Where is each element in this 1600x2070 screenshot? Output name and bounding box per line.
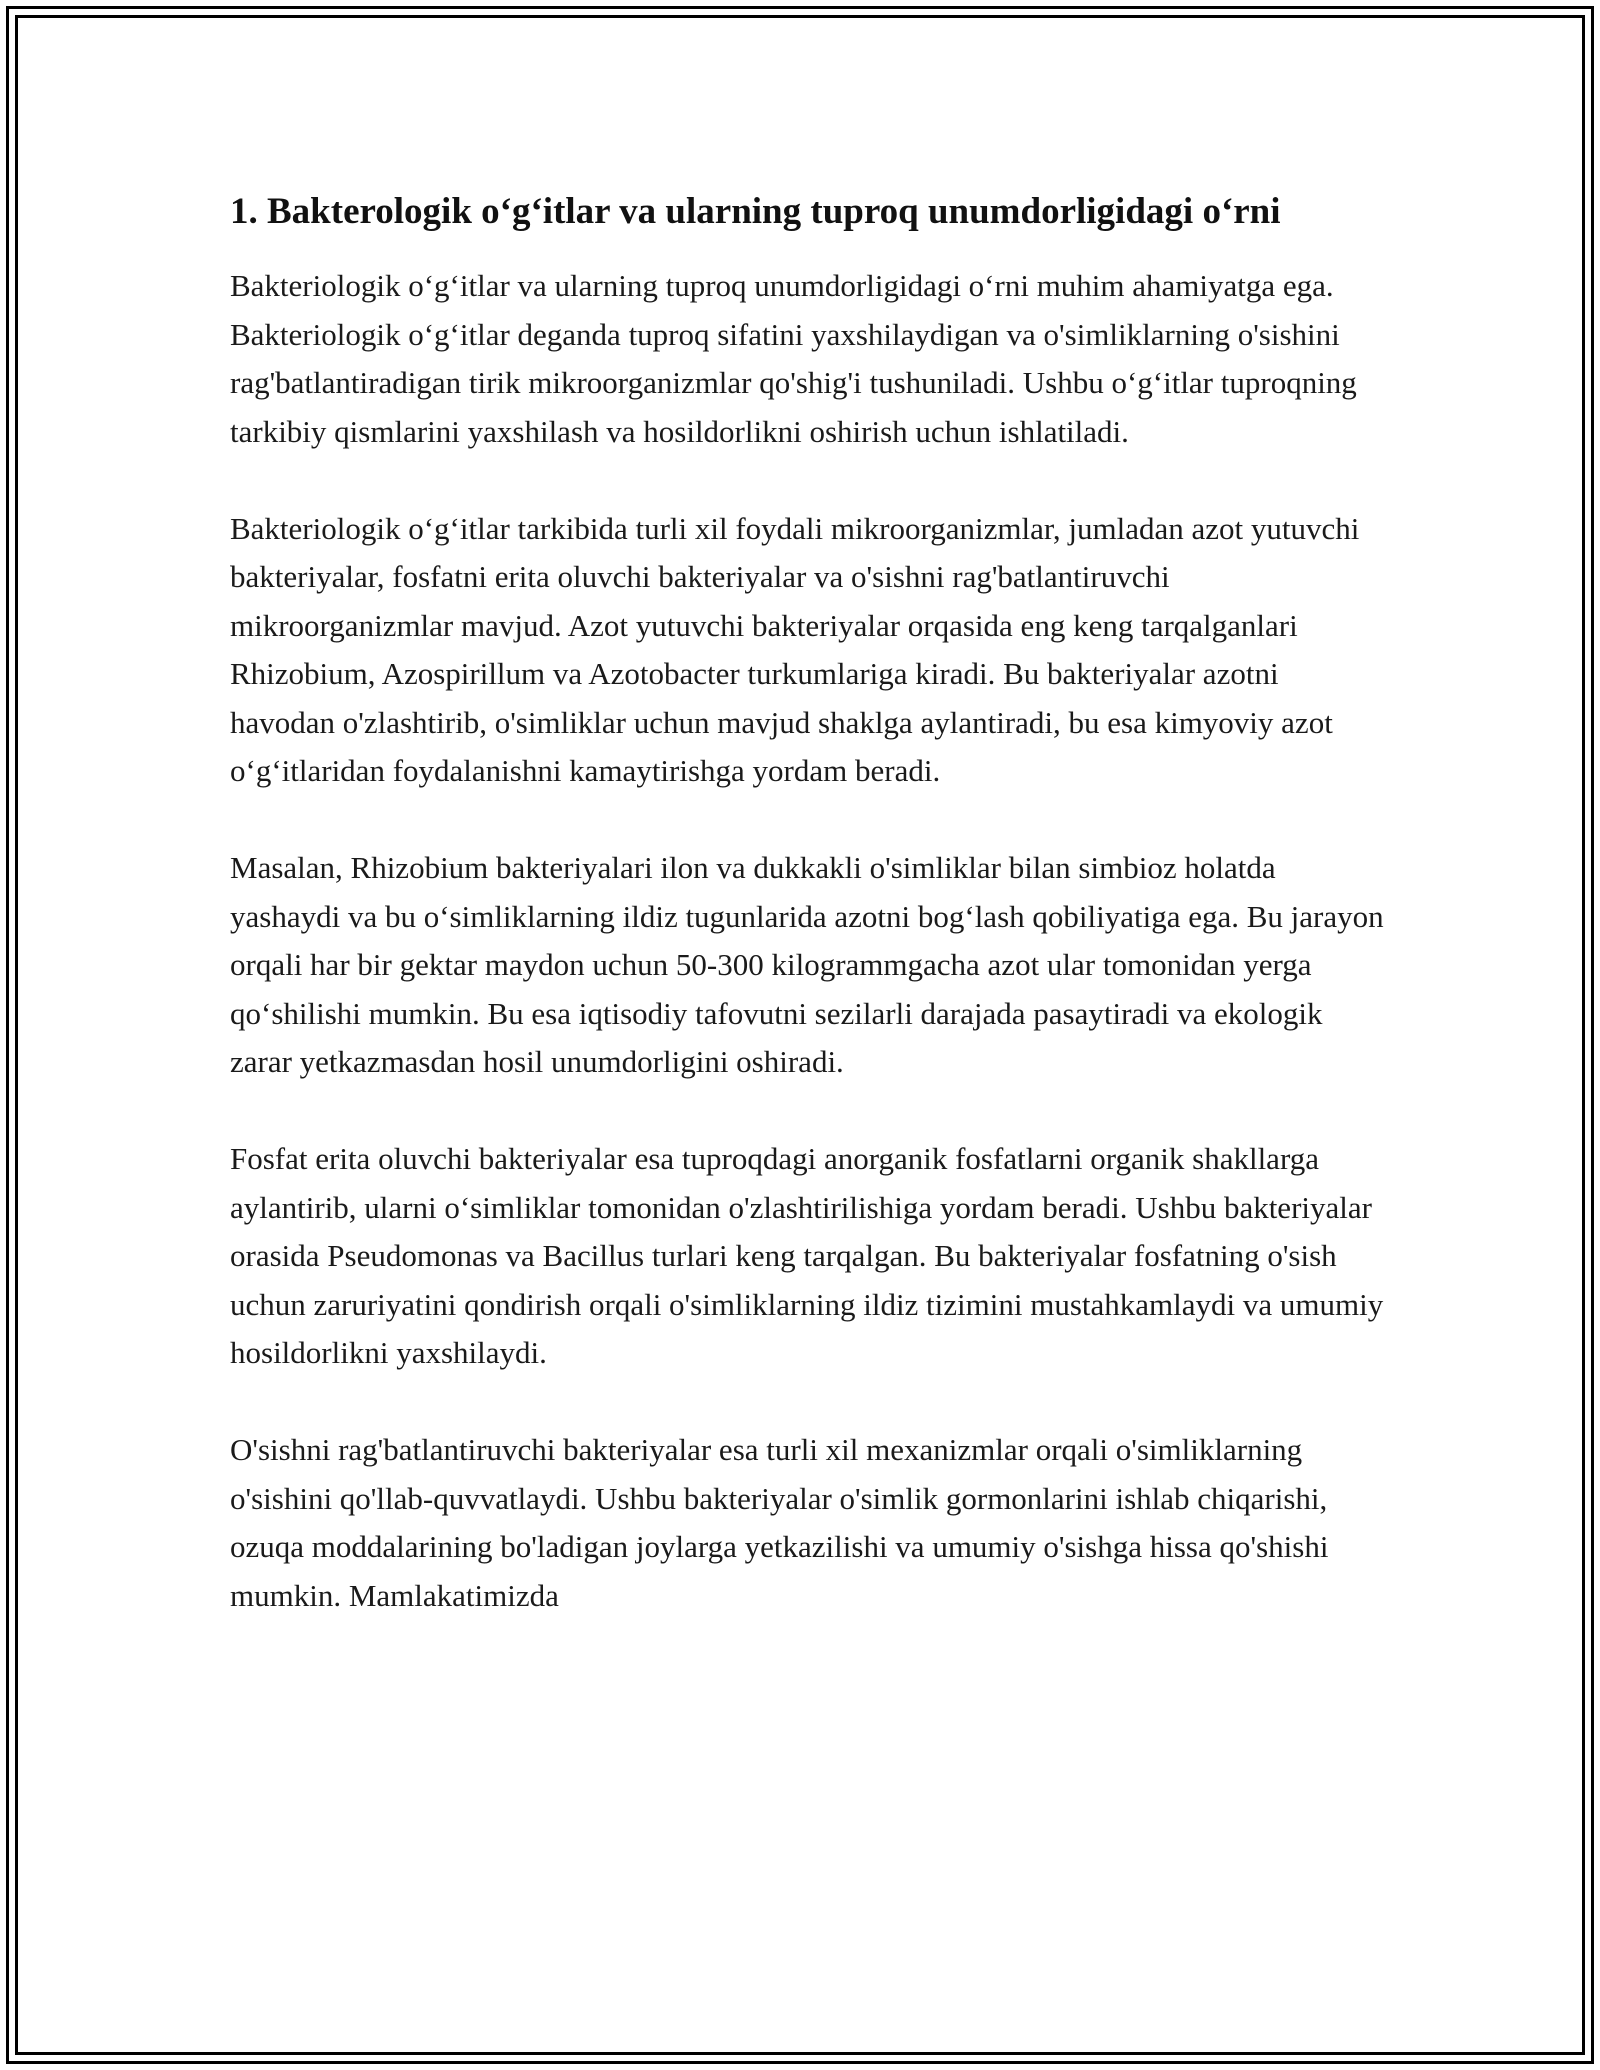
paragraph-2: Bakteriologik o‘g‘itlar tarkibida turli xil foydali mikroorganizmlar, jumladan azot yutuvchi bakteriyalar, fosfatni erita oluvchi bakteriyalar va o'sishni rag'batlantiruvchi mikroorganizmlar mavjud. Azot yutuvchi bakteriyalar orqasida eng keng tarqalganlari Rhizobium, Azospirillum va Azotobacter turkumlariga kiradi. Bu bakteriyalar azotni havodan o'zlashtirib, o'simliklar uchun mavjud shaklga aylantiradi, bu esa kimyoviy azot o‘g‘itlaridan foydalanishni kamaytirishga yordam beradi. bbox=[230, 510, 1360, 788]
section-heading: 1. Bakterologik o‘g‘itlar va ularning tuproq unumdorligidagi o‘rni bbox=[230, 191, 1281, 232]
document-body bbox=[230, 184, 1390, 1669]
paragraph-5: O'sishni rag'batlantiruvchi bakteriyalar esa turli xil mexanizmlar orqali o'simliklarning o'sishini qo'llab-quvvatlaydi. Ushbu bakteriyalar o'simlik gormonlarini ishlab chiqarishi, ozuqa moddalarining bo'ladigan joylarga yetkazilishi va umumiy o'sishga hissa qo'shishi mumkin. Mamlakatimizda bbox=[230, 1432, 1329, 1613]
paragraph-3: Masalan, Rhizobium bakteriyalari ilon va dukkakli o'simliklar bilan simbioz holatda yashaydi va bu o‘simliklarning ildiz tugunlarida azotni bog‘lash qobiliyatiga ega. Bu jarayon orqali har bir gektar maydon uchun 50-300 kilogrammgacha azot ular tomonidan yerga qo‘shilishi mumkin. Bu esa iqtisodiy tafovutni sezilarli darajada pasaytiradi va ekologik zarar yetkazmasdan hosil unumdorligini oshiradi. bbox=[230, 850, 1384, 1079]
paragraph-4: Fosfat erita oluvchi bakteriyalar esa tuproqdagi anorganik fosfatlarni organik shakllarga aylantirib, ularni o‘simliklar tomonidan o'zlashtirilishiga yordam beradi. Ushbu bakteriyalar orasida Pseudomonas va Bacillus turlari keng tarqalgan. Bu bakteriyalar fosfatning o'sish uchun zaruriyatini qondirish orqali o'simliklarning ildiz tizimini mustahkamlaydi va umumiy hosildorlikni yaxshilaydi. bbox=[230, 1141, 1384, 1370]
paragraph-1: Bakteriologik o‘g‘itlar va ularning tuproq unumdorligidagi o‘rni muhim ahamiyatga ega. Bakteriologik o‘g‘itlar deganda tuproq sifatini yaxshilaydigan va o'simliklarning o'sishini rag'batlantiradigan tirik mikroorganizmlar qo'shig'i tushuniladi. Ushbu o‘g‘itlar tuproqning tarkibiy qismlarini yaxshilash va hosildorlikni oshirish uchun ishlatiladi. bbox=[230, 268, 1357, 449]
